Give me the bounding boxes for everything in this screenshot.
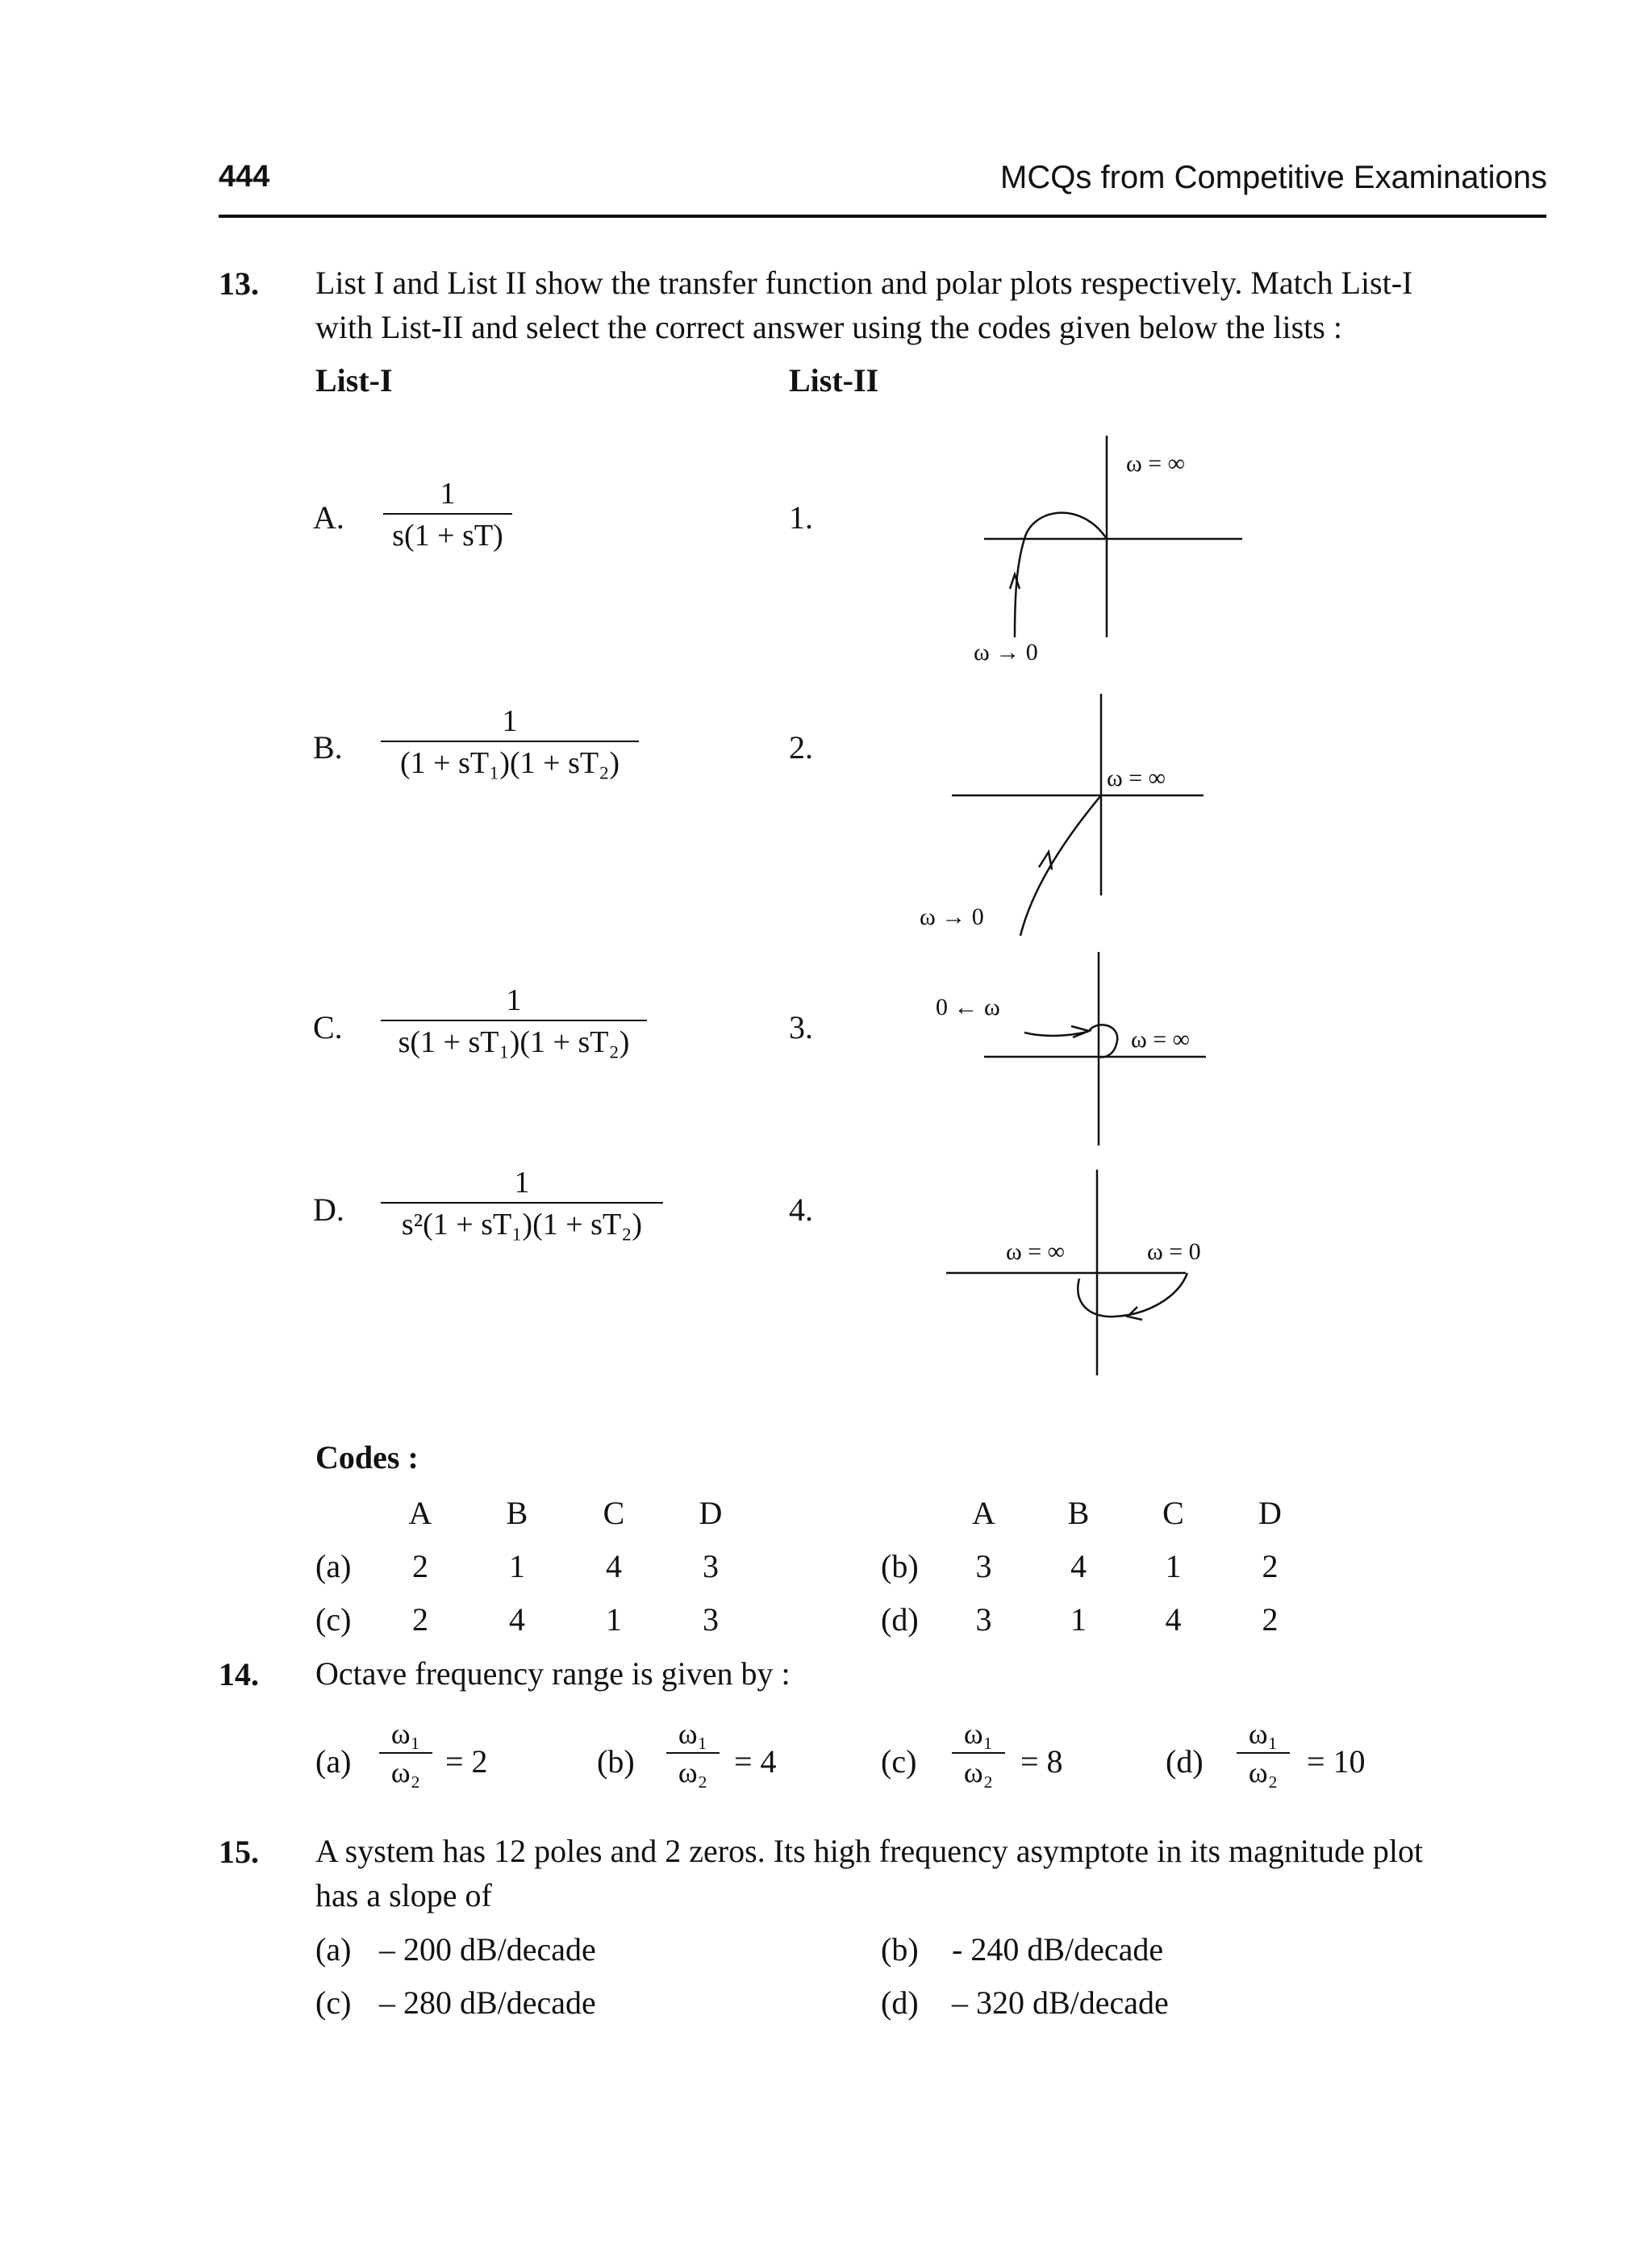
- tf-a-numerator: 1: [440, 477, 456, 511]
- list2-heading: List-II: [789, 362, 879, 399]
- fraction-bar: [1237, 1752, 1290, 1754]
- codes-table-right: [881, 1486, 1320, 1646]
- list1-label-a: A.: [313, 499, 344, 536]
- q14-option-c-fraction: [952, 1717, 1005, 1789]
- q14-option-b-label: (b): [597, 1743, 635, 1780]
- code-cell: 4: [509, 1600, 525, 1638]
- q14-option-a-label: (a): [315, 1743, 352, 1780]
- list1-label-c: C.: [313, 1009, 343, 1045]
- codes-heading: Codes :: [315, 1439, 419, 1475]
- list2-label-3: 3.: [789, 1009, 813, 1045]
- codes-row-b: [881, 1539, 1320, 1592]
- fraction-bar: [952, 1752, 1005, 1754]
- tf-c-numerator: 1: [506, 983, 522, 1017]
- q14-option-b-fraction: [666, 1717, 720, 1789]
- q15-option-a-label: (a): [315, 1931, 352, 1968]
- q15-option-d-text: – 320 dB/decade: [952, 1984, 1169, 2021]
- col-a: A: [408, 1494, 432, 1531]
- q15-option-a-text: – 200 dB/decade: [379, 1931, 596, 1968]
- q13-text-line2: with List-II and select the correct answer using the codes given below the lists :: [315, 309, 1342, 345]
- list1-tf-a: [383, 474, 512, 557]
- q14-option-a-rhs: = 2: [445, 1743, 488, 1780]
- plot3-top-label: 0 ← ω: [936, 994, 1000, 1020]
- polar-plot-4: [944, 1170, 1218, 1388]
- plot1-bottom-label: ω → 0: [974, 639, 1038, 666]
- plot4-top-label: ω = ∞: [1006, 1238, 1066, 1265]
- list1-label-d: D.: [313, 1191, 344, 1228]
- list1-tf-b: [381, 702, 639, 784]
- q14-option-d-fraction: [1237, 1717, 1290, 1789]
- col-b: B: [506, 1494, 528, 1531]
- q15-text-line2: has a slope of: [315, 1877, 492, 1913]
- plot1-top-label: ω = ∞: [1126, 450, 1186, 477]
- plot3-bottom-label: ω = ∞: [1131, 1026, 1191, 1053]
- omega1: ω₁: [1248, 1717, 1279, 1750]
- omega1: ω₁: [390, 1717, 421, 1750]
- list2-label-4: 4.: [789, 1191, 813, 1228]
- q15-option-b-text: - 240 dB/decade: [952, 1931, 1164, 1968]
- code-cell: 2: [1262, 1600, 1279, 1638]
- code-cell: 3: [975, 1547, 992, 1584]
- code-cell: 3: [975, 1600, 992, 1638]
- col-d: D: [1258, 1494, 1282, 1531]
- polar-plot-2: [944, 694, 1218, 944]
- code-cell: 2: [1262, 1547, 1279, 1584]
- q15-number: 15.: [219, 1834, 259, 1870]
- code-cell: 4: [606, 1547, 622, 1584]
- q14-option-c-rhs: = 8: [1020, 1743, 1063, 1780]
- code-cell: 3: [703, 1547, 719, 1584]
- running-title: MCQs from Competitive Examinations: [1000, 160, 1547, 195]
- codes-row-d: [881, 1592, 1320, 1646]
- option-label: (b): [881, 1547, 919, 1584]
- list2-label-2: 2.: [789, 729, 813, 766]
- q14-option-d-label: (d): [1166, 1743, 1204, 1780]
- codes-row-c: [315, 1592, 759, 1646]
- col-a: A: [972, 1494, 995, 1531]
- list1-heading: List-I: [315, 362, 393, 399]
- codes-header-row: [315, 1486, 759, 1539]
- tf-c-denominator: s(1 + sT₁)(1 + sT₂): [398, 1025, 630, 1059]
- list1-tf-d: [381, 1163, 663, 1246]
- tf-b-numerator: 1: [502, 704, 518, 738]
- list1-tf-c: [381, 981, 647, 1063]
- fraction-bar: [379, 1752, 432, 1754]
- q14-option-a-fraction: [379, 1717, 432, 1789]
- col-c: C: [603, 1494, 625, 1531]
- code-cell: 2: [412, 1600, 428, 1638]
- q13-text-line1: List I and List II show the transfer function and polar plots respectively. Match List-I: [315, 265, 1413, 301]
- col-c: C: [1162, 1494, 1184, 1531]
- q15-option-b-label: (b): [881, 1931, 919, 1968]
- code-cell: 4: [1070, 1547, 1087, 1584]
- code-cell: 3: [703, 1600, 719, 1638]
- codes-table-left: [315, 1486, 759, 1646]
- tf-a-denominator: s(1 + sT): [392, 519, 503, 553]
- col-d: D: [699, 1494, 723, 1531]
- header-rule: [219, 215, 1546, 218]
- option-label: (c): [315, 1600, 352, 1638]
- list1-label-b: B.: [313, 729, 343, 766]
- q14-option-d-rhs: = 10: [1307, 1743, 1366, 1780]
- q13-number: 13.: [219, 265, 259, 302]
- option-label: (a): [315, 1547, 352, 1584]
- codes-header-row: [881, 1486, 1320, 1539]
- omega2: ω₂: [1248, 1756, 1279, 1788]
- tf-b-denominator: (1 + sT₁)(1 + sT₂): [400, 746, 620, 780]
- omega1: ω₁: [678, 1717, 708, 1750]
- list2-label-1: 1.: [789, 499, 813, 536]
- omega1: ω₁: [963, 1717, 994, 1750]
- fraction-bar: [666, 1752, 720, 1754]
- tf-d-numerator: 1: [514, 1166, 530, 1200]
- q14-option-b-rhs: = 4: [734, 1743, 777, 1780]
- col-b: B: [1067, 1494, 1090, 1531]
- code-cell: 2: [412, 1547, 428, 1584]
- q14-number: 14.: [219, 1656, 259, 1692]
- code-cell: 1: [606, 1600, 622, 1638]
- code-cell: 4: [1165, 1600, 1182, 1638]
- q15-option-d-label: (d): [881, 1984, 919, 2021]
- omega2: ω₂: [390, 1756, 421, 1788]
- omega2: ω₂: [963, 1756, 994, 1788]
- tf-d-denominator: s²(1 + sT₁)(1 + sT₂): [401, 1208, 643, 1242]
- page-number: 444: [219, 160, 270, 194]
- code-cell: 1: [1165, 1547, 1182, 1584]
- plot4-bottom-label: ω = 0: [1147, 1238, 1201, 1265]
- q15-text-line1: A system has 12 poles and 2 zeros. Its high frequency asymptote in its magnitude plot: [315, 1833, 1424, 1869]
- q15-option-c-label: (c): [315, 1984, 352, 2021]
- q14-text: Octave frequency range is given by :: [315, 1655, 791, 1692]
- q14-option-c-label: (c): [881, 1743, 917, 1780]
- option-label: (d): [881, 1600, 919, 1638]
- omega2: ω₂: [678, 1756, 708, 1788]
- codes-row-a: [315, 1539, 759, 1592]
- code-cell: 1: [1070, 1600, 1087, 1638]
- plot2-top-label: ω = ∞: [1107, 765, 1166, 791]
- code-cell: 1: [509, 1547, 525, 1584]
- q15-option-c-text: – 280 dB/decade: [379, 1984, 596, 2021]
- plot2-bottom-label: ω → 0: [920, 903, 984, 930]
